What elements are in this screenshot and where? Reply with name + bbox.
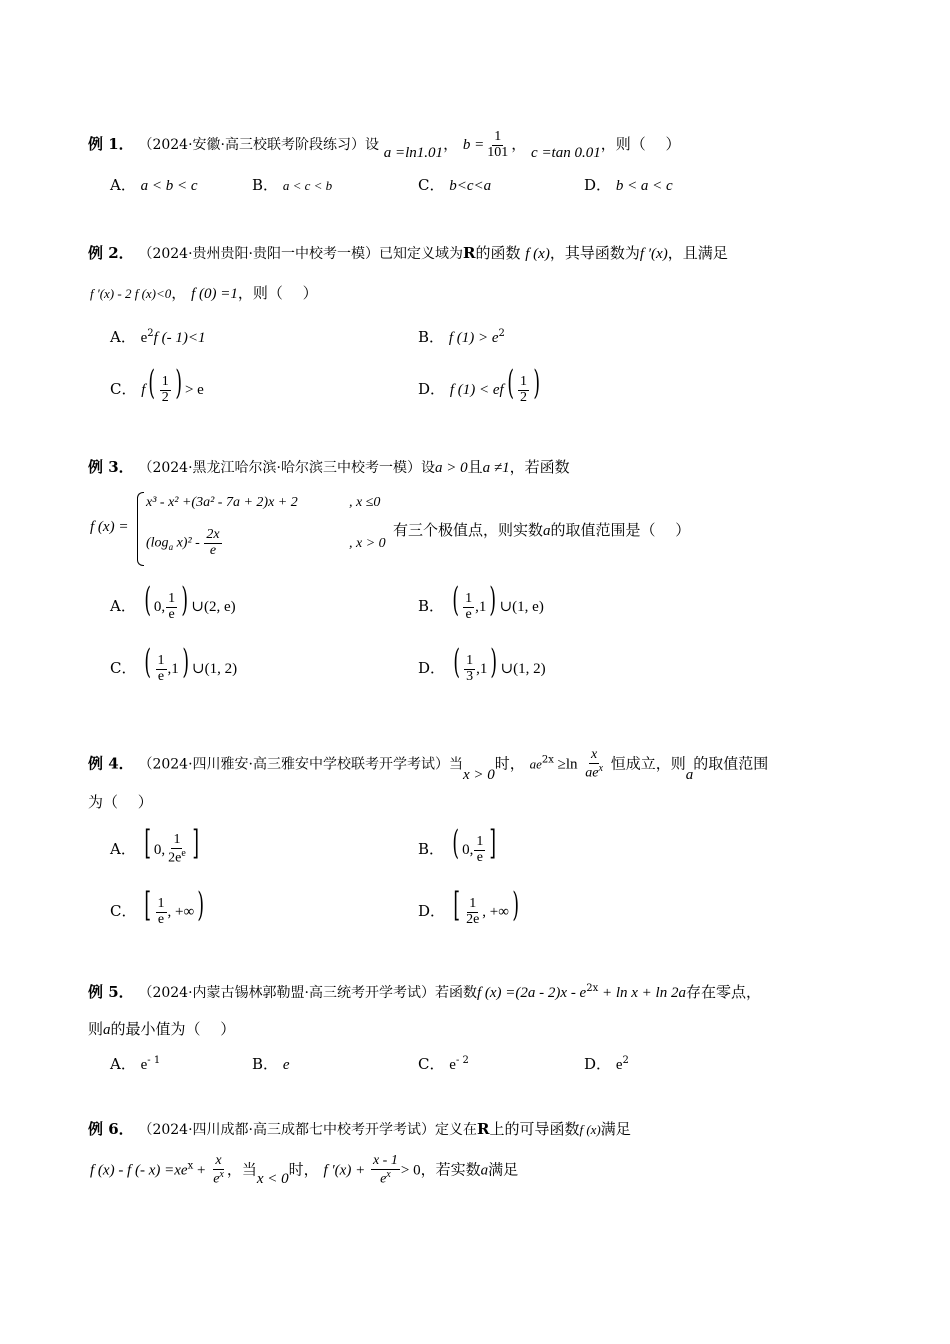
- option-label: B．: [252, 1055, 279, 1073]
- superscript: 2x: [541, 754, 554, 766]
- option-label: D．: [418, 380, 446, 398]
- option-text: ,1: [475, 599, 487, 615]
- piecewise-case-2-domain: , x > 0: [349, 536, 386, 551]
- derivative-expression: f ′(x) +: [323, 1162, 366, 1179]
- inequality-ln: ≥ln: [553, 756, 578, 773]
- example-5-stem: [88, 983, 761, 1002]
- option-label: D．: [584, 1055, 612, 1073]
- option-label: C．: [110, 659, 137, 677]
- option-label: D．: [584, 176, 612, 194]
- fraction-denominator: e: [157, 668, 165, 684]
- example-6-condition: [90, 1154, 518, 1187]
- option-label: B．: [418, 328, 445, 346]
- superscript: 2: [147, 328, 154, 339]
- option-b[interactable]: B． ( 0, $\frac{1}{e}$ ]: [418, 823, 497, 865]
- example-6-source: （2024·四川成都·高三成都七中校考开学考试）定义在: [138, 1122, 477, 1138]
- text: 时，: [288, 1160, 319, 1179]
- option-label: D．: [418, 659, 446, 677]
- option-label: A．: [110, 328, 136, 346]
- option-text: ∪(1, e): [499, 599, 544, 615]
- condition-a-not-one: a ≠1: [482, 460, 510, 476]
- superscript: e: [181, 848, 186, 860]
- superscript: x: [219, 1168, 224, 1180]
- condition-x-positive: x > 0: [462, 766, 495, 783]
- condition-f0: f (0) =1: [191, 286, 238, 302]
- option-text: b < a < c: [615, 178, 673, 194]
- expr-c: c =tan 0.01: [531, 145, 601, 162]
- option-label: C．: [418, 176, 445, 194]
- option-text: f (- 1)<1: [153, 330, 206, 346]
- fraction-numerator: 1: [469, 895, 477, 911]
- example-6-label: 例 6．: [88, 1120, 134, 1138]
- option-c[interactable]: C． ( $\frac{1}{e}$ ,1) ∪(1, 2): [110, 642, 238, 684]
- option-label: D．: [418, 902, 446, 920]
- fraction-numerator: 1: [161, 373, 169, 389]
- text: 上的可导函数: [489, 1120, 580, 1138]
- piecewise-brace: [137, 492, 144, 566]
- option-text: f: [141, 382, 146, 398]
- example-1-stem: [88, 130, 681, 160]
- fraction-denominator: 2e: [466, 911, 480, 927]
- option-text: ,1: [167, 661, 179, 677]
- log-term: (log: [146, 535, 169, 551]
- log-base: a: [168, 542, 174, 553]
- option-a[interactable]: A． [ 0, $\frac{1}{2e^e}$ ]: [110, 823, 199, 866]
- text: 的取值范围: [693, 754, 769, 773]
- option-text: , +∞: [167, 904, 195, 920]
- option-d[interactable]: D． ( $\frac{1}{3}$ ,1) ∪(1, 2): [418, 642, 546, 684]
- example-2-condition: f ′(x) - 2 f (x)<0， f (0) =1，则（ ）: [90, 284, 318, 302]
- option-label: A．: [110, 1055, 136, 1073]
- example-2-stem: [88, 244, 728, 263]
- text: 恒成立，则: [610, 754, 686, 773]
- superscript: x: [187, 1160, 194, 1172]
- fraction-denominator: e: [209, 542, 217, 558]
- text: 满足: [488, 1160, 519, 1179]
- fraction-denominator: [211, 1170, 226, 1187]
- fraction-numerator: 1: [466, 652, 474, 668]
- text: 的函数: [475, 244, 521, 262]
- text: 有三个极值点，则实数: [393, 521, 544, 539]
- option-c[interactable]: C． f( $\frac{1}{2}$ ) > e: [110, 363, 204, 405]
- question-tail: ，则（ ）: [237, 284, 318, 302]
- text: 的最小值为（ ）: [110, 1020, 236, 1038]
- option-text: e: [140, 1057, 148, 1073]
- example-4-stem: [88, 748, 768, 781]
- fraction-numerator: 1: [465, 590, 473, 606]
- fraction-numerator: 1: [168, 590, 176, 606]
- option-b[interactable]: B． ( $\frac{1}{e}$ ,1) ∪(1, e): [418, 580, 544, 622]
- option-a[interactable]: [110, 1055, 160, 1074]
- inequality-lhs: ae: [529, 756, 542, 772]
- fraction-denominator: 3: [466, 668, 474, 684]
- denominator-base: e: [380, 1171, 387, 1187]
- option-text: a < c < b: [282, 178, 333, 193]
- option-label: A．: [110, 176, 136, 194]
- option-b[interactable]: [418, 328, 505, 347]
- real-set-symbol: R: [476, 1120, 490, 1138]
- condition-a-positive: a > 0: [434, 460, 468, 476]
- option-label: A．: [110, 840, 136, 858]
- option-text: ,1: [476, 661, 488, 677]
- fraction-numerator: 1: [173, 832, 181, 848]
- example-1-source: （2024·安徽·高三校联考阶段练习）设: [138, 137, 379, 154]
- inequality-rhs: > 0: [400, 1162, 421, 1179]
- option-text: ∪(1, 2): [192, 661, 238, 677]
- separator: ，: [443, 135, 459, 154]
- text: 时，: [494, 754, 525, 773]
- text: ，且满足: [667, 244, 728, 262]
- denominator-base: ae: [585, 765, 599, 781]
- text: ，若函数: [509, 458, 570, 476]
- option-text: a < b < c: [140, 178, 198, 194]
- denominator-base: e: [213, 1171, 220, 1187]
- option-label: B．: [252, 176, 279, 194]
- option-a[interactable]: [110, 176, 198, 195]
- option-label: B．: [418, 840, 445, 858]
- option-a[interactable]: [110, 328, 205, 347]
- text: ，若实数: [420, 1160, 481, 1179]
- option-text: e: [282, 1057, 290, 1073]
- example-4-label: 例 4．: [88, 754, 134, 773]
- option-text: 0,: [153, 842, 166, 858]
- superscript: 2: [622, 1055, 629, 1066]
- example-4-stem-cont: 为（ ）: [88, 793, 153, 811]
- option-text: e: [449, 1057, 456, 1073]
- function-expression: + ln x + ln 2a: [598, 985, 686, 1001]
- text: ，当: [226, 1160, 257, 1179]
- variable-a: a: [480, 1162, 489, 1179]
- option-text: e: [140, 330, 148, 346]
- question-tail: ，则（ ）: [600, 135, 681, 154]
- function-f: f (x): [579, 1122, 601, 1137]
- piecewise-case-1-domain: , x ≤0: [349, 495, 381, 510]
- superscript: - 2: [455, 1055, 469, 1066]
- fraction-b: [485, 130, 510, 160]
- piecewise-case-1: x³ - x² +(3a² - 7a + 2)x + 2: [146, 495, 298, 510]
- piecewise-case-2: [146, 528, 223, 558]
- denominator-base: 2e: [168, 850, 182, 866]
- option-text: 0,: [153, 599, 166, 615]
- derivative-f: f ′(x): [639, 246, 668, 262]
- variable-a: a: [543, 523, 551, 539]
- text: 且: [467, 458, 483, 476]
- option-c[interactable]: [418, 176, 491, 195]
- option-text: f (1) < ef: [449, 382, 504, 398]
- option-text: e: [615, 1057, 623, 1073]
- fraction-numerator: 1: [157, 895, 165, 911]
- fraction-numerator: 1: [519, 373, 527, 389]
- separator: ，: [511, 135, 527, 154]
- function-expression: f (x) =(2a - 2)x - e: [476, 985, 587, 1001]
- option-d[interactable]: D． [ $\frac{1}{2e}$ , +∞): [418, 885, 519, 927]
- option-label: A．: [110, 597, 136, 615]
- operator: +: [193, 1162, 206, 1179]
- fraction-denominator: 2: [519, 389, 527, 405]
- real-set-symbol: R: [462, 244, 476, 262]
- option-text: b<c<a: [449, 178, 492, 194]
- expr-b-lhs: b =: [462, 137, 485, 154]
- fraction-denominator: e: [157, 911, 165, 927]
- example-2-label: 例 2．: [88, 244, 134, 262]
- fraction-numerator: 1: [494, 129, 502, 144]
- example-3-stem: [88, 458, 570, 477]
- option-text: ∪(1, 2): [500, 661, 546, 677]
- fraction-denominator: [583, 764, 605, 781]
- variable-a: a: [685, 766, 694, 783]
- text: 则: [88, 1020, 104, 1038]
- option-label: C．: [110, 380, 137, 398]
- option-d[interactable]: [584, 176, 673, 195]
- text: 满足: [600, 1120, 631, 1138]
- option-d[interactable]: D． f (1) < ef( $\frac{1}{2}$ ): [418, 363, 540, 405]
- option-a[interactable]: A． ( 0, $\frac{1}{e}$ ) ∪(2, e): [110, 580, 236, 622]
- example-3-question: [393, 521, 690, 540]
- piecewise-lhs: f (x) =: [90, 519, 129, 535]
- example-1-label: 例 1．: [88, 135, 134, 154]
- option-b[interactable]: [252, 176, 332, 194]
- option-text: > e: [184, 382, 204, 398]
- expr-a: a =ln1.01: [383, 145, 444, 162]
- fraction-denominator: 101: [487, 144, 509, 160]
- example-2-source: （2024·贵州贵阳·贵阳一中校考一模）已知定义域为: [138, 246, 463, 262]
- text: 的取值范围是（ ）: [550, 521, 691, 539]
- fraction-denominator: [378, 1170, 393, 1187]
- fraction-denominator: e: [465, 606, 472, 622]
- text: ，其导函数为: [549, 244, 640, 262]
- option-label: C．: [110, 902, 137, 920]
- equation-lhs: f (x) - f (- x) =xe: [90, 1162, 188, 1179]
- example-5-stem-cont: [88, 1020, 235, 1039]
- fraction-numerator: 1: [476, 833, 484, 849]
- example-6-stem: [88, 1120, 631, 1139]
- option-c[interactable]: [418, 1055, 469, 1074]
- log-term: x)² -: [173, 535, 200, 551]
- superscript: x: [598, 762, 603, 774]
- superscript: 2: [498, 328, 505, 339]
- example-5-source: （2024·内蒙古锡林郭勒盟·高三统考开学考试）若函数: [138, 985, 477, 1001]
- condition-inequality: f ′(x) - 2 f (x)<0: [90, 286, 172, 301]
- fraction-denominator: e: [476, 849, 483, 865]
- option-label: C．: [418, 1055, 445, 1073]
- superscript: x: [386, 1168, 391, 1180]
- example-3-source: （2024·黑龙江哈尔滨·哈尔滨三中校考一模）设: [138, 460, 435, 476]
- example-4-source: （2024·四川雅安·高三雅安中学校联考开学考试）当: [138, 756, 463, 773]
- example-5-label: 例 5．: [88, 983, 134, 1001]
- fraction-numerator: x: [215, 1153, 222, 1168]
- option-d[interactable]: [584, 1055, 629, 1074]
- option-b[interactable]: [252, 1055, 289, 1074]
- option-text: 0,: [462, 842, 474, 858]
- superscript: 2x: [586, 983, 599, 994]
- text: 存在零点，: [685, 983, 761, 1001]
- superscript: - 1: [147, 1055, 161, 1066]
- variable-a: a: [103, 1022, 111, 1038]
- function-f: f (x): [525, 246, 550, 262]
- fraction-denominator: [166, 849, 188, 866]
- option-label: B．: [418, 597, 445, 615]
- example-3-label: 例 3．: [88, 458, 134, 476]
- option-text: f (1) > e: [448, 330, 499, 346]
- fraction-numerator: 2x: [206, 527, 220, 542]
- option-c[interactable]: C． [ $\frac{1}{e}$ , +∞): [110, 885, 205, 927]
- fraction-numerator: x - 1: [372, 1153, 398, 1168]
- fraction-numerator: 1: [157, 652, 165, 668]
- fraction-denominator: e: [168, 606, 175, 622]
- option-text: , +∞: [482, 904, 509, 920]
- condition-x-negative: x < 0: [256, 1170, 289, 1187]
- fraction-denominator: 2: [161, 389, 169, 405]
- option-text: ∪(2, e): [191, 599, 236, 615]
- fraction-numerator: x: [591, 747, 598, 762]
